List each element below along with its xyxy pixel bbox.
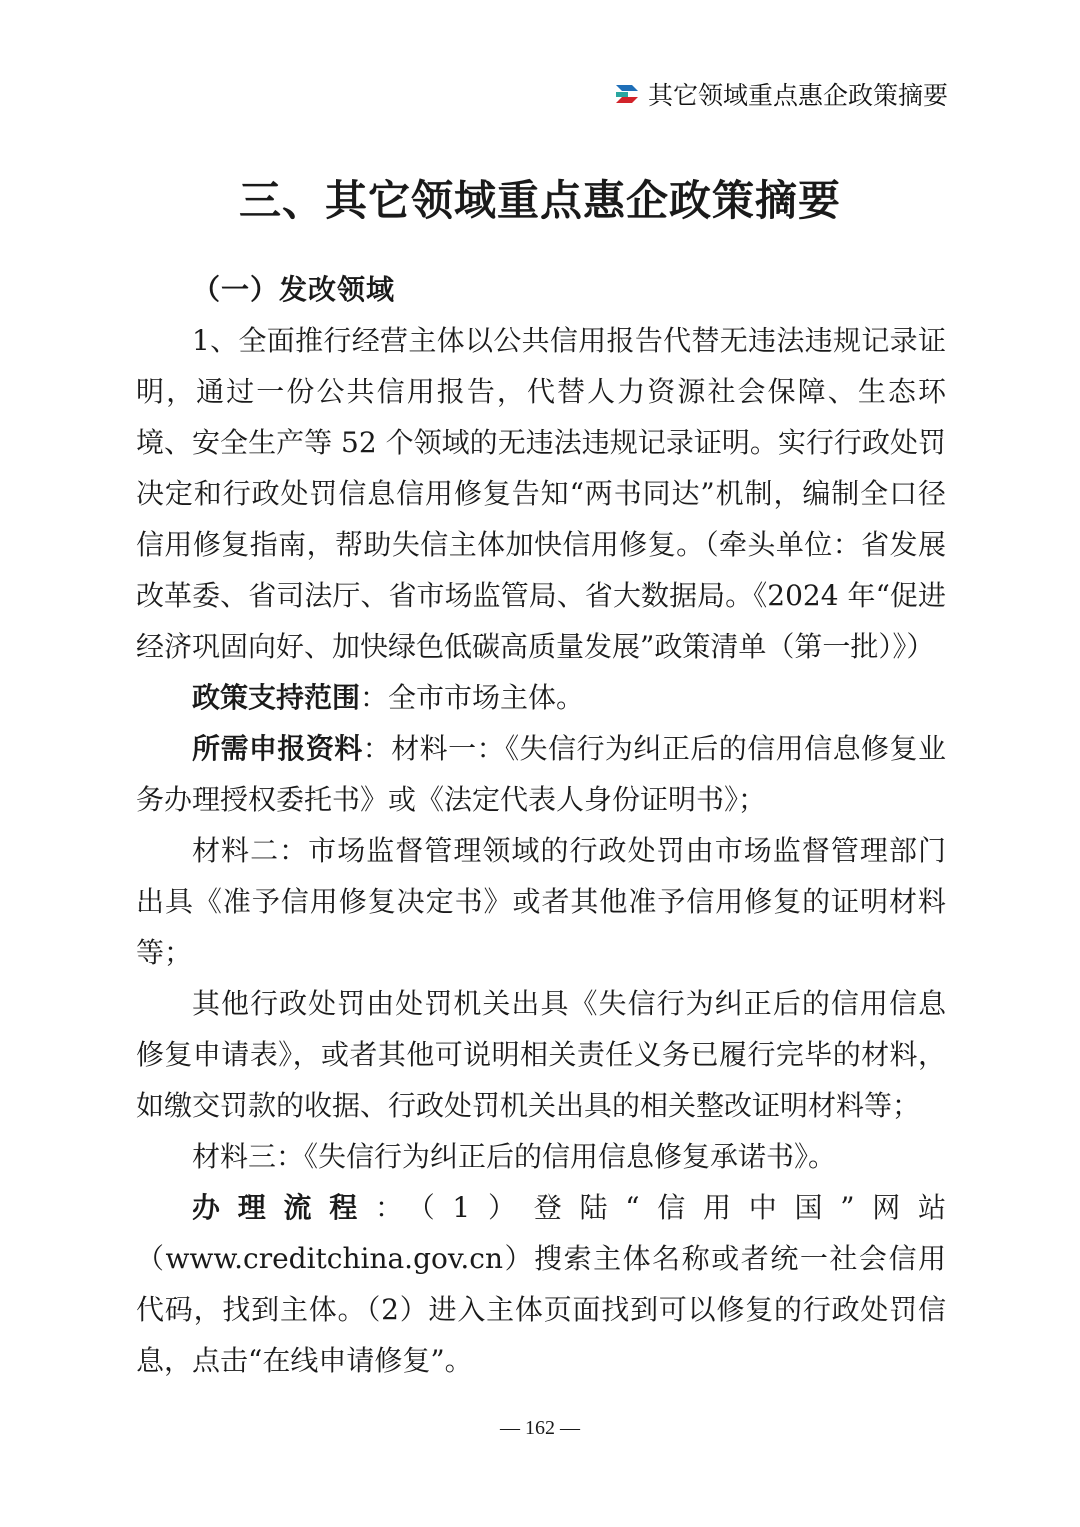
running-header: [612, 76, 948, 112]
material-2: 材料二：市场监督管理领域的行政处罚由市场监督管理部门出具《准予信用修复决定书》或者其他准予信用修复的证明材料等；: [136, 834, 946, 969]
materials-paragraph: [136, 723, 946, 825]
material-2b: 其他行政处罚由处罚机关出具《失信行为纠正后的信用信息修复申请表》，或者其他可说明相关责任义务已履行完毕的材料，如缴交罚款的收据、行政处罚机关出具的相关整改证明材料等；: [136, 987, 946, 1122]
page-title: 三、其它领域重点惠企政策摘要: [238, 176, 841, 225]
material-1: ：材料一：《失信行为纠正后的信用信息修复业务办理授权委托书》或《法定代表人身份证明书》；: [136, 732, 946, 816]
materials-label: 所需申报资料: [192, 732, 363, 765]
document-body: [136, 264, 946, 1386]
section-heading: （一）发改领域: [192, 273, 396, 306]
scope-label: 政策支持范围: [192, 681, 361, 714]
blue-red-arrow-logo-icon: [612, 79, 642, 109]
process-text: ：（1）登陆“信用中国”网站（www.creditchina.gov.cn）搜索主体名称或者统一社会信用代码，找到主体。（2）进入主体页面找到可以修复的行政处罚信息，点击“在线申请修复”。: [136, 1191, 946, 1377]
page-number: — 162 —: [500, 1417, 580, 1439]
material-3: 材料三：《失信行为纠正后的信用信息修复承诺书》。: [192, 1140, 837, 1173]
running-header-text: 其它领域重点惠企政策摘要: [647, 81, 948, 110]
scope-text: ：全市市场主体。: [360, 681, 585, 714]
process-label: 办理流程: [192, 1191, 375, 1224]
policy-item-1: 1、全面推行经营主体以公共信用报告代替无违法违规记录证明，通过一份公共信用报告，代替人力资源社会保障、生态环境、安全生产等 52 个领域的无违法违规记录证明。实行行政处罚决定和行政处罚信息信用修复告知“两书同达”机制，编制全口径信用修复指南，帮助失信主体加快信用修复。（牵头单位：省发展改革委、省司法厅、省市场监管局、省大数据局。《2024 年“促进经济巩固向好、加快绿色低碳高质量发展”政策清单（第一批）》）: [136, 324, 946, 663]
scope-paragraph: [136, 672, 946, 723]
process-paragraph: [136, 1182, 946, 1386]
